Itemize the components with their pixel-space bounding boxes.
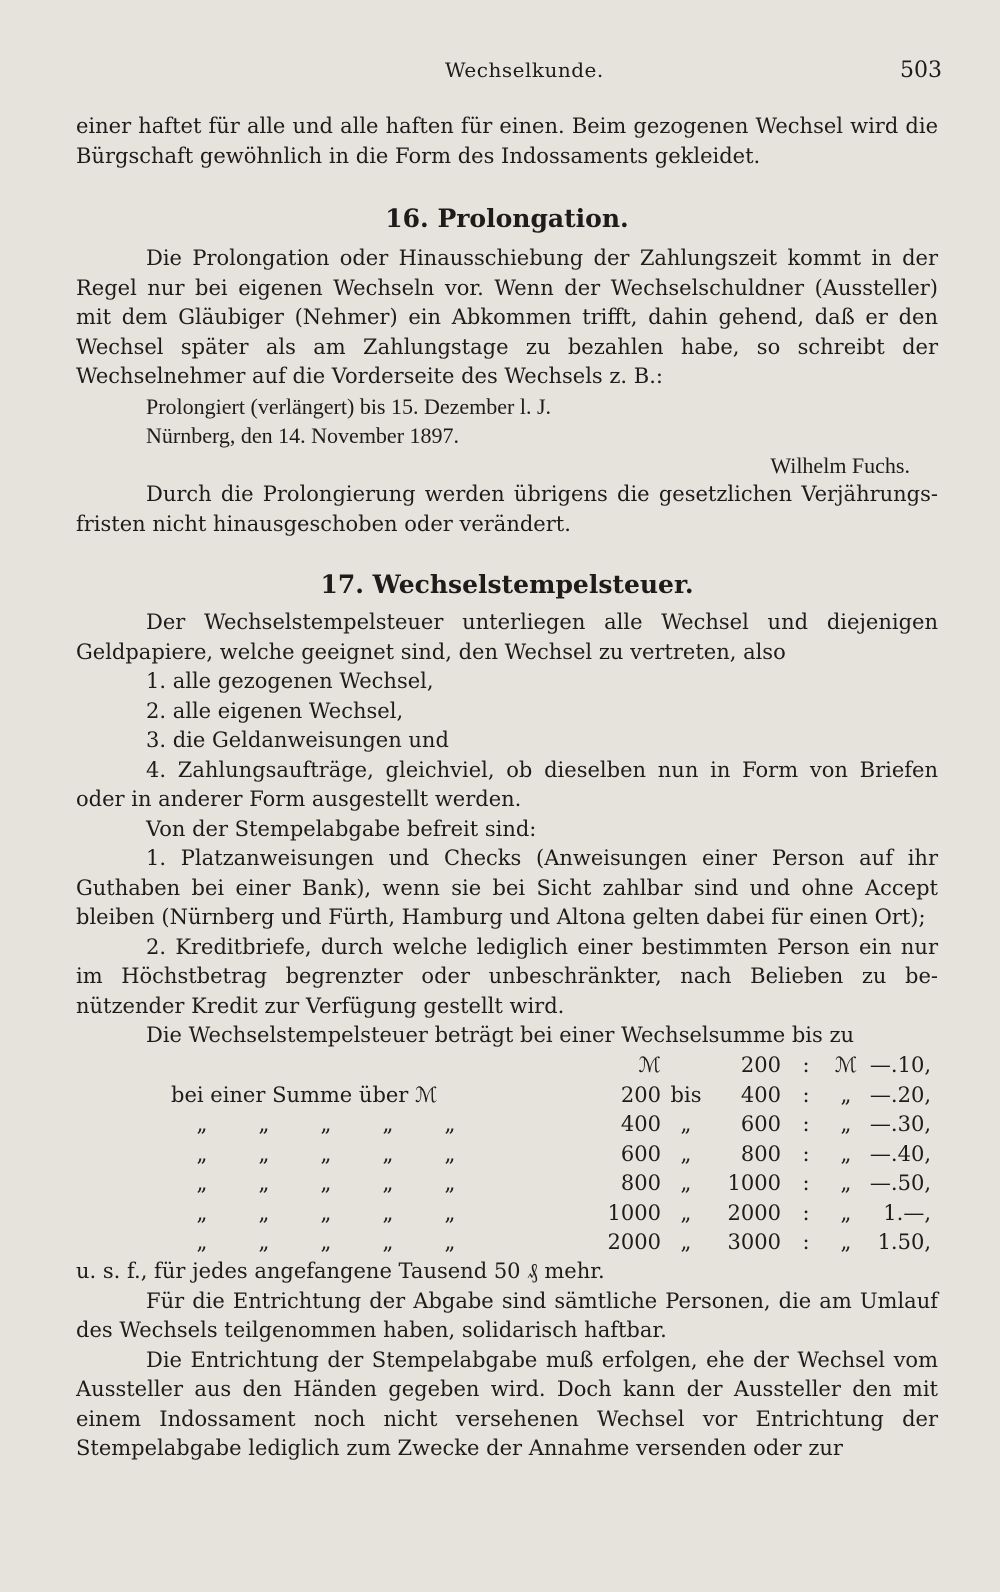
- rate-lower: 400: [620, 1112, 661, 1137]
- rate-colon: :: [802, 1053, 810, 1078]
- rate-prefix: bei einer Summe über ℳ: [171, 1082, 438, 1107]
- rate-amount: —.40,: [869, 1141, 931, 1166]
- page-body: [76, 112, 938, 1464]
- rate-upper: 600: [740, 1112, 781, 1137]
- ditto-marks: „ „ „ „ „: [196, 1200, 456, 1225]
- rate-lower: 1000: [607, 1200, 661, 1225]
- ditto-marks: „ „ „ „ „: [196, 1230, 456, 1255]
- rate-prefix: [76, 1051, 571, 1081]
- running-head: [0, 58, 1000, 88]
- rate-row: [76, 1051, 931, 1081]
- paragraph: Die Prolongation oder Hinausschiebung der Zahlungszeit kommt in der Regel nur bei eigenen Wechseln vor. Wenn der Wechselschuldner (Aussteller) mit dem Gläubiger (Nehmer) ein Abkommen trifft, dahin gehend, daß er den Wechsel später als am Zahlungstage zu bezahlen habe, so schreibt der Wechselnehmer auf die Vorderseite des Wechsels z. B.:: [76, 246, 938, 388]
- rate-lower: 800: [620, 1171, 661, 1196]
- page-number: 503: [900, 58, 942, 83]
- exemption-item: 1. Platzanweisungen und Checks (Anweisungen einer Person auf ihr Guthaben bei einer Bank), wenn sie bei Sicht zahlbar sind und ohne Accept bleiben (Nürnberg und Fürth, Hamburg und Altona gelten dabei für einen Ort);: [76, 846, 938, 929]
- paragraph: Die Entrichtung der Stempelabgabe muß erfolgen, ehe der Wechsel vom Aussteller aus den Händen gegeben wird. Doch kann der Aussteller den mit einem Indossament noch nicht versehenen Wechsel vor Entrichtung der Stempelabgabe lediglich zum Zwecke der Annahme versenden oder zur: [76, 1347, 938, 1460]
- rate-upper: 200: [740, 1053, 781, 1078]
- rate-row: [76, 1110, 931, 1140]
- rate-colon: :: [802, 1141, 810, 1166]
- rate-upper: 400: [740, 1082, 781, 1107]
- rate-upper: 3000: [727, 1230, 781, 1255]
- rate-lower: 600: [620, 1141, 661, 1166]
- ditto-mark: „: [680, 1141, 692, 1166]
- paragraph: Die Wechselstempelsteuer beträgt bei einer Wechselsumme bis zu: [146, 1023, 855, 1047]
- ditto-mark: „: [840, 1141, 852, 1166]
- rate-row: [76, 1228, 931, 1258]
- rate-amount: —.10,: [869, 1053, 931, 1078]
- rate-amount: 1.—,: [883, 1200, 931, 1225]
- example-signature: Wilhelm Fuchs.: [770, 452, 910, 478]
- rate-upper: 800: [740, 1141, 781, 1166]
- rate-amount: —.30,: [869, 1112, 931, 1137]
- rate-colon: :: [802, 1112, 810, 1137]
- running-title: Wechselkunde.: [445, 58, 604, 82]
- exemption-item: 2. Kreditbriefe, durch welche lediglich einer bestimmten Person ein nur im Höchstbetrag begrenzter oder unbeschränkter, nach Belieben zu be-nützender Kredit zur Verfügung gestellt wird.: [76, 934, 938, 1018]
- rate-row: [76, 1139, 931, 1169]
- rate-upper: 1000: [727, 1171, 781, 1196]
- rate-amount: —.20,: [869, 1082, 931, 1107]
- rate-row: [76, 1169, 931, 1199]
- ditto-marks: „ „ „ „ „: [196, 1112, 456, 1137]
- ditto-mark: „: [680, 1171, 692, 1196]
- section-heading-17: 17. Wechselstempelsteuer.: [320, 570, 694, 599]
- rate-upper: 2000: [727, 1200, 781, 1225]
- rate-bis: bis: [670, 1082, 702, 1107]
- ditto-marks: „ „ „ „ „: [196, 1141, 456, 1166]
- section-heading-16: 16. Prolongation.: [385, 204, 629, 233]
- rate-colon: :: [802, 1171, 810, 1196]
- rate-currency: ℳ: [638, 1053, 661, 1078]
- rate-colon: :: [802, 1230, 810, 1255]
- example-line: Prolongiert (verlängert) bis 15. Dezember l. J.: [146, 393, 552, 419]
- paragraph: Für die Entrichtung der Abgabe sind sämtliche Personen, die am Umlauf des Wechsels teilgenommen haben, solidarisch haftbar.: [76, 1288, 938, 1342]
- list-item: 1. alle gezogenen Wechsel,: [146, 669, 434, 693]
- paragraph: Der Wechselstempelsteuer unterliegen alle Wechsel und diejenigen Geldpapiere, welche geeignet sind, den Wechsel zu vertreten, also: [76, 610, 938, 664]
- ditto-mark: „: [680, 1200, 692, 1225]
- ditto-mark: „: [840, 1082, 852, 1107]
- rate-amount: 1.50,: [877, 1230, 931, 1255]
- ditto-mark: „: [840, 1230, 852, 1255]
- list-item: 2. alle eigenen Wechsel,: [146, 698, 404, 723]
- rate-lower: 2000: [607, 1230, 661, 1255]
- example-line: Nürnberg, den 14. November 1897.: [146, 423, 460, 448]
- rate-row: [76, 1198, 931, 1228]
- rate-table: [76, 1051, 931, 1258]
- rate-colon: :: [802, 1200, 810, 1225]
- ditto-marks: „ „ „ „ „: [196, 1171, 456, 1196]
- rate-colon: :: [802, 1082, 810, 1107]
- list-item: 4. Zahlungsaufträge, gleichviel, ob dieselben nun in Form von Briefen oder in anderer Form ausgestellt werden.: [76, 757, 938, 811]
- paragraph: Durch die Prolongierung werden übrigens die gesetzlichen Verjährungs-fristen nicht hinausgeschoben oder verändert.: [76, 482, 938, 536]
- paragraph: einer haftet für alle und alle haften für einen. Beim gezogenen Wechsel wird die Bürgschaft gewöhnlich in die Form des Indossaments gekleidet.: [76, 114, 938, 168]
- ditto-mark: „: [680, 1230, 692, 1255]
- rate-amount: —.50,: [869, 1171, 931, 1196]
- rate-currency: ℳ: [834, 1053, 858, 1078]
- list-item: 3. die Geldanweisungen und: [146, 728, 449, 752]
- ditto-mark: „: [840, 1200, 852, 1225]
- rate-lower: 200: [620, 1082, 661, 1107]
- paragraph: Von der Stempelabgabe befreit sind:: [146, 816, 537, 841]
- rate-row: [76, 1080, 931, 1110]
- ditto-mark: „: [840, 1112, 852, 1137]
- ditto-mark: „: [840, 1171, 852, 1196]
- paragraph: u. s. f., für jedes angefangene Tausend 50 ₰ mehr.: [76, 1259, 605, 1283]
- ditto-mark: „: [680, 1112, 692, 1137]
